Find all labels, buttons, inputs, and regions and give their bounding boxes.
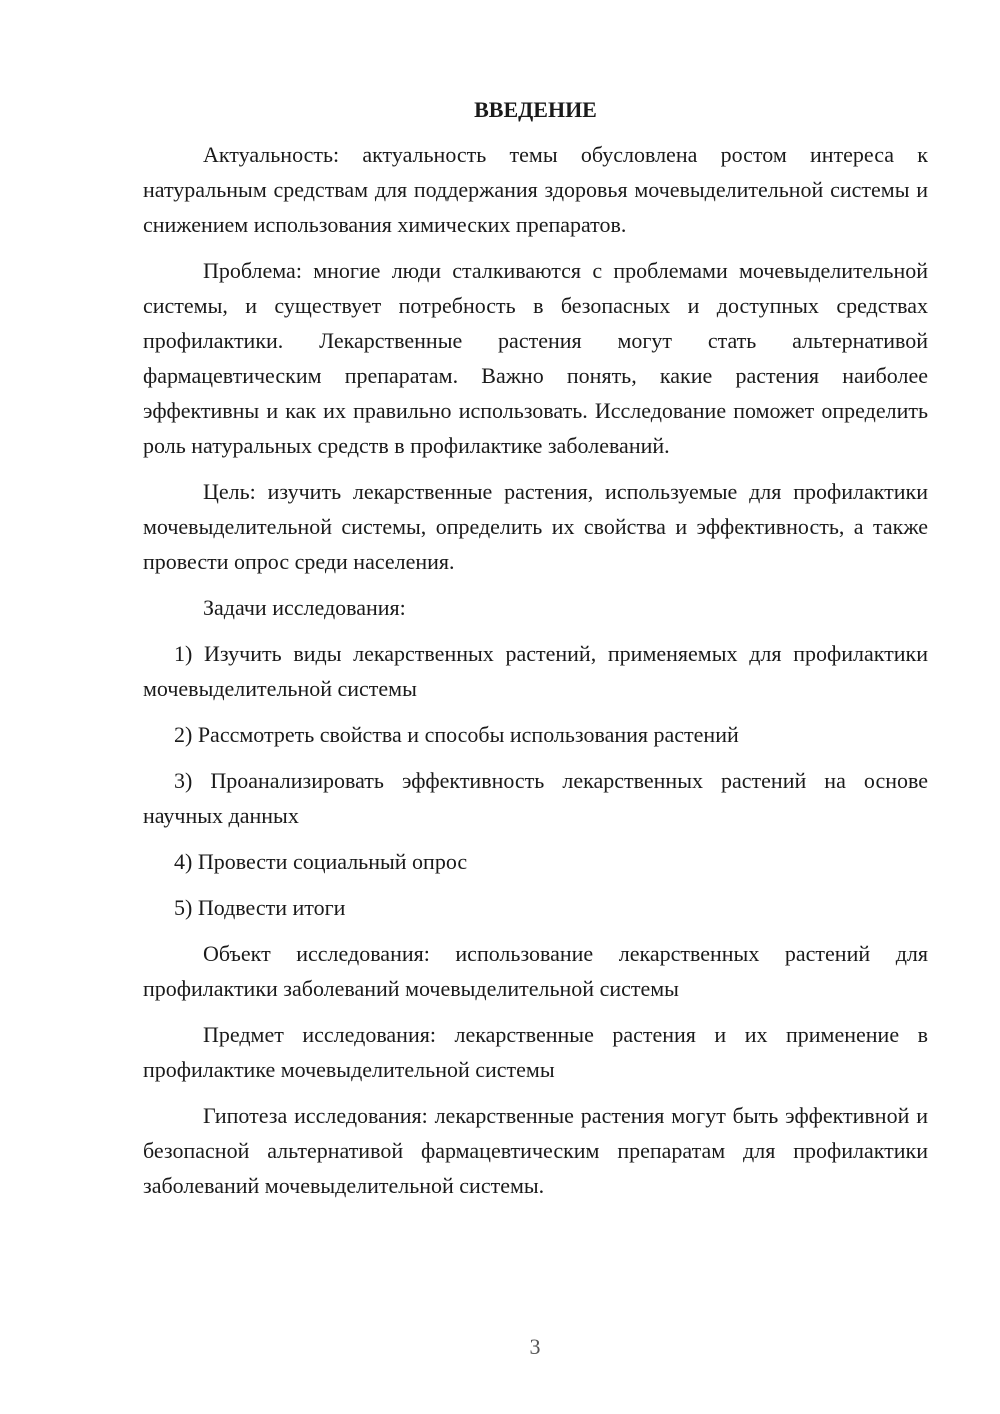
object-paragraph: Объект исследования: использование лекарственных растений для профилактики заболеваний мочевыделительной системы (143, 941, 928, 1001)
task-item-2: 2) Рассмотреть свойства и способы использования растений (174, 722, 739, 747)
document-body (143, 92, 928, 1214)
task-item-1: 1) Изучить виды лекарственных растений, применяемых для профилактики мочевыделительной системы (143, 641, 928, 701)
tasks-title: Задачи исследования: (203, 595, 406, 620)
task-item-4: 4) Провести социальный опрос (174, 849, 468, 874)
problem-paragraph: Проблема: многие люди сталкиваются с проблемами мочевыделительной системы, и существует потребность в безопасных и доступных средствах профилактики. Лекарственные растения могут стать альтернативой фармацевтическим препаратам. Важно понять, какие растения наиболее эффективны и как их правильно использовать. Исследование поможет определить роль натуральных средств в профилактике заболеваний. (143, 258, 928, 458)
relevance-paragraph: Актуальность: актуальность темы обусловлена ростом интереса к натуральным средствам для поддержания здоровья мочевыделительной системы и снижением использования химических препаратов. (143, 142, 928, 237)
page-number: 3 (529, 1334, 541, 1359)
task-item-5: 5) Подвести итоги (174, 895, 346, 920)
task-item-3: 3) Проанализировать эффективность лекарственных растений на основе научных данных (143, 768, 928, 828)
goal-paragraph: Цель: изучить лекарственные растения, используемые для профилактики мочевыделительной системы, определить их свойства и эффективность, а также провести опрос среди населения. (143, 479, 928, 574)
hypothesis-paragraph: Гипотеза исследования: лекарственные растения могут быть эффективной и безопасной альтернативой фармацевтическим препаратам для профилактики заболеваний мочевыделительной системы. (143, 1103, 928, 1198)
subject-paragraph: Предмет исследования: лекарственные растения и их применение в профилактике мочевыделительной системы (143, 1022, 928, 1082)
section-heading: ВВЕДЕНИЕ (474, 97, 597, 122)
